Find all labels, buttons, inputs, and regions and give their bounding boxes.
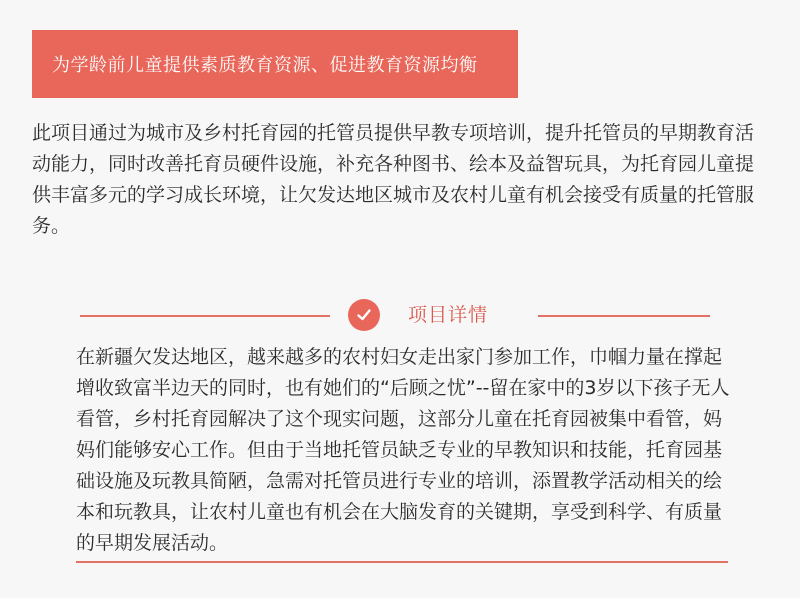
check-icon [348,299,380,331]
header-banner [32,30,518,98]
divider-left [80,315,330,317]
intro-paragraph: 此项目通过为城市及乡村托育园的托管员提供早教专项培训，提升托管员的早期教育活动能力，同时改善托育员硬件设施，补充各种图书、绘本及益智玩具，为托育园儿童提供丰富多元的学习成长环境，让欠发达地区城市及农村儿童有机会接受有质量的托管服务。 [32,122,755,237]
banner-title: 为学龄前儿童提供素质教育资源、促进教育资源均衡 [52,55,478,76]
divider-right [538,315,710,317]
bottom-divider [76,561,728,563]
section-header [80,297,720,333]
detail-paragraph: 在新疆欠发达地区，越来越多的农村妇女走出家门参加工作，巾帼力量在撑起增收致富半边天的同时，也有她们的“后顾之忧”--留在家中的3岁以下孩子无人看管，乡村托育园解决了这个现实问题，这部分儿童在托育园被集中看管，妈妈们能够安心工作。但由于当地托管员缺乏专业的早教知识和技能，托育园基础设施及玩教具简陋，急需对托管员进行专业的培训，添置教学活动相关的绘本和玩教具，让农村儿童也有机会在大脑发育的关键期，享受到科学、有质量的早期发展活动。 [76,346,730,554]
section-title: 项目详情 [408,304,489,326]
